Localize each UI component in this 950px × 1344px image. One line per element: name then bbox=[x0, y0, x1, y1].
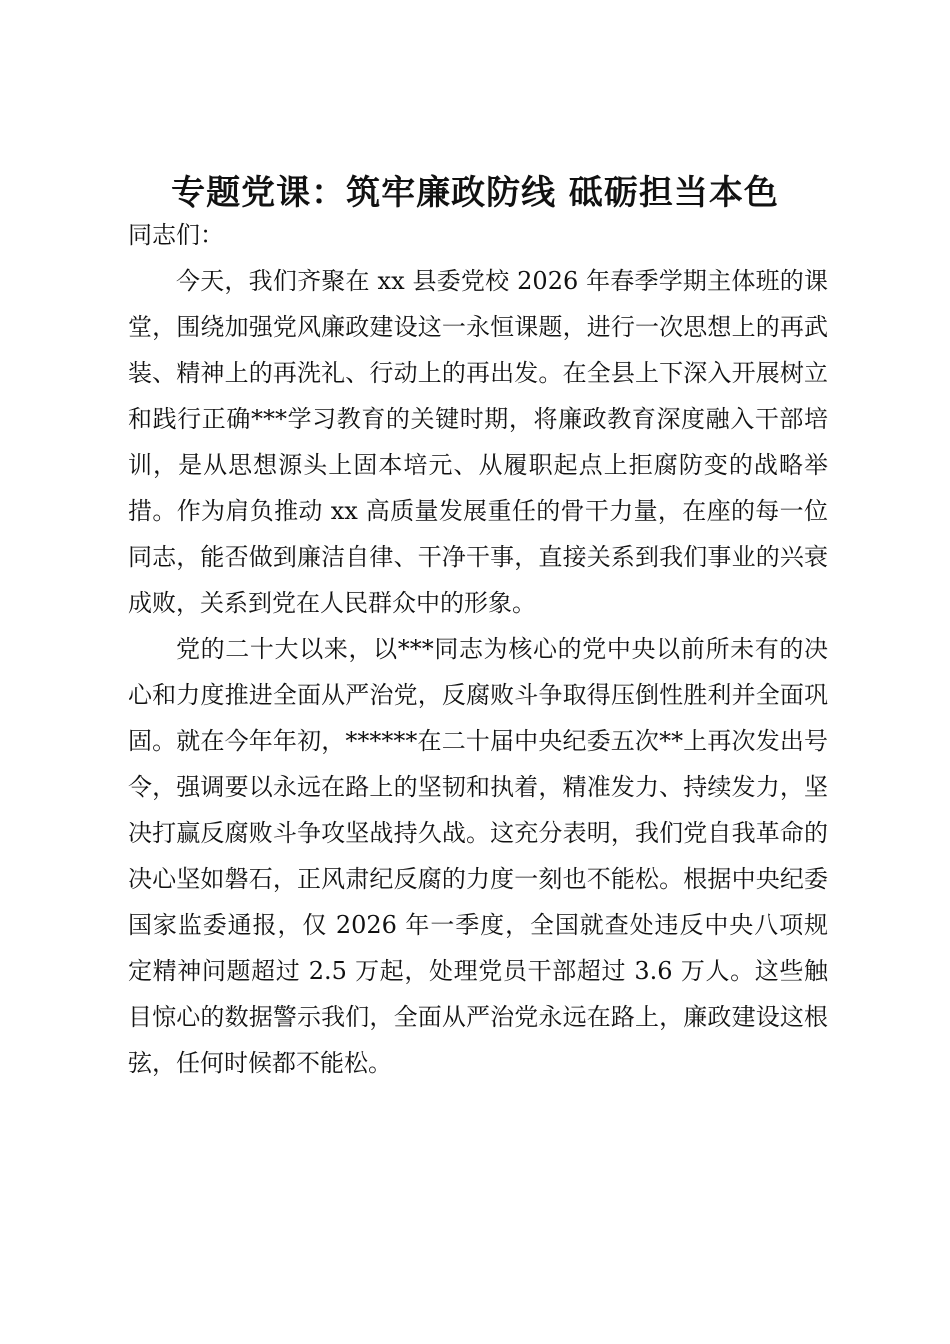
paragraph-1: 今天，我们齐聚在 xx 县委党校 2026 年春季学期主体班的课堂，围绕加强党风廉政建设这一永恒课题，进行一次思想上的再武装、精神上的再洗礼、行动上的再出发。在全县上下深入开展树立和践行正确***学习教育的关键时期，将廉政教育深度融入干部培训，是从思想源头上固本培元、从履职起点上拒腐防变的战略举措。作为肩负推动 xx 高质量发展重任的骨干力量，在座的每一位同志，能否做到廉洁自律、干净干事，直接关系到我们事业的兴衰成败，关系到党在人民群众中的形象。 bbox=[128, 267, 828, 617]
document-title: 专题党课：筑牢廉政防线 砥砺担当本色 bbox=[171, 173, 779, 213]
salutation: 同志们： bbox=[128, 221, 224, 249]
document-body bbox=[128, 212, 828, 1086]
paragraph-2: 党的二十大以来，以***同志为核心的党中央以前所未有的决心和力度推进全面从严治党，反腐败斗争取得压倒性胜利并全面巩固。就在今年年初，******在二十届中央纪委五次**上再次发出号令，强调要以永远在路上的坚韧和执着，精准发力、持续发力，坚决打赢反腐败斗争攻坚战持久战。这充分表明，我们党自我革命的决心坚如磐石，正风肃纪反腐的力度一刻也不能松。根据中央纪委国家监委通报，仅 2026 年一季度，全国就查处违反中央八项规定精神问题超过 2.5 万起，处理党员干部超过 3.6 万人。这些触目惊心的数据警示我们，全面从严治党永远在路上，廉政建设这根弦，任何时候都不能松。 bbox=[128, 635, 828, 1077]
